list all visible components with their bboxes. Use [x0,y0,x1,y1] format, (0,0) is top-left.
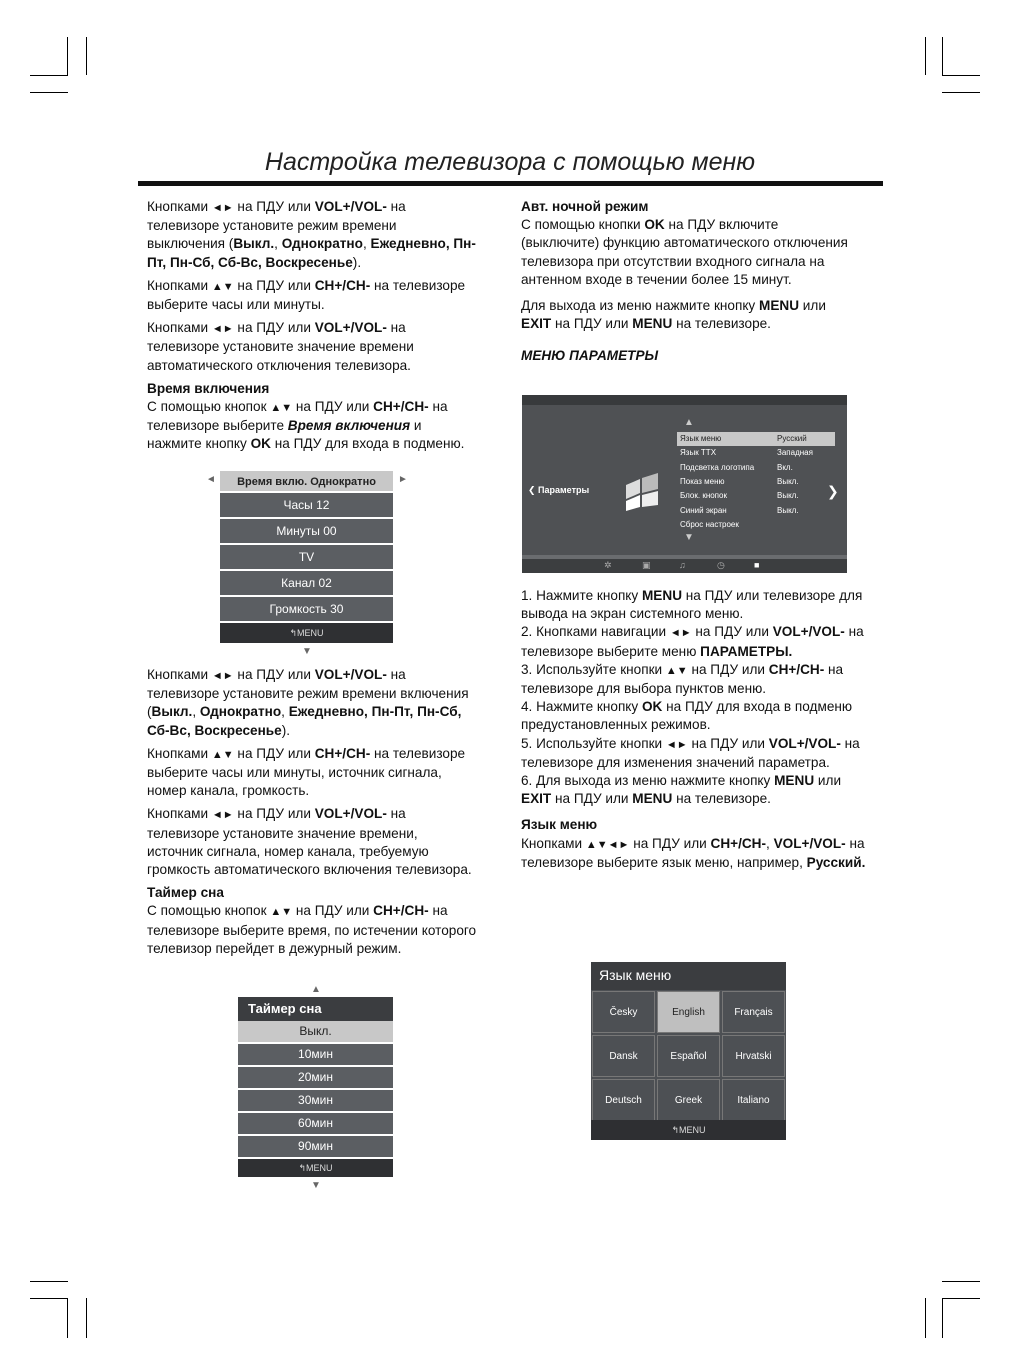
screen-top-band [522,395,847,405]
text-run: на телевизоре выберите язык меню, например, [521,835,865,870]
params-item-label: Подсветка логотипа [680,462,755,472]
text-run: ). [352,254,362,270]
text-run: CH+/CH- [314,745,371,761]
paragraph [147,666,477,740]
text-run: Время включения [287,418,411,434]
text-run: на ПДУ или [687,661,769,677]
text-run: OK [250,436,271,452]
section-heading: МЕНЮ ПАРАМЕТРЫ [521,348,659,364]
language-option[interactable]: Deutsch [592,1079,655,1121]
crop-mark [67,1298,68,1338]
text-run: на ПДУ или телевизоре для вывода на экран системного меню. [521,588,863,622]
paragraph [521,216,856,289]
step-item [521,661,866,698]
params-menu-item[interactable] [677,504,835,518]
text-run: 2. Кнопками навигации [521,624,670,640]
right-column-bottom [521,587,866,877]
down-arrow-icon: ▼ [311,1180,321,1191]
text-run: на телевизоре выберите часы или минуты. [147,277,466,313]
params-item-value: Выкл. [777,491,799,501]
sleep-timer-menu [238,997,393,1177]
text-run: на ПДУ или [292,399,374,415]
text-run: на телевизоре установите режим времени выключения ( [147,199,406,252]
text-run: ▲▼◄► [585,838,630,851]
menu-footer[interactable]: ↰MENU [238,1159,393,1177]
text-run: CH+/CH- [373,399,429,415]
params-item-value: Выкл. [777,476,799,486]
crop-mark [942,1298,943,1338]
right-column-top [521,198,856,366]
text-run: на телевизоре. [672,791,771,807]
text-run: EXIT [521,316,552,332]
text-run: ◄► [211,202,234,214]
text-run: , [281,704,289,720]
menu-header [591,962,786,990]
text-run: С помощью кнопки [521,217,645,233]
text-run: на ПДУ для входа в подменю. [270,436,465,452]
steps-list [521,587,866,808]
crop-mark [30,92,68,93]
text-run: на телевизоре для изменения значений параметра. [521,735,860,770]
text-run: CH+/CH- [314,277,371,293]
menu-item[interactable]: Минуты 00 [220,519,393,545]
text-run: на телевизоре выберите [147,399,448,434]
tv-icon[interactable]: ▣ [642,560,651,570]
up-arrow-icon: ▲ [311,984,321,995]
section-heading: Время включения [147,380,270,396]
text-run: VOL+/VOL- [314,667,387,682]
text-run: на ПДУ включите (выключите) функцию автоматического отключения телевизора при отсутствии входного сигнала на антенном входе в течении более 15 минут. [521,217,848,287]
text-run: VOL+/VOL- [768,735,841,751]
text-run: или [799,298,826,314]
params-item-value: Выкл. [777,505,799,515]
text-run: Однократно [199,704,282,720]
crop-mark [30,1298,68,1299]
down-arrow-icon: ▼ [684,532,694,543]
params-item-label: Показ меню [680,476,725,486]
text-run: на ПДУ или [551,791,633,807]
text-run: MENU [759,298,800,314]
menu-header[interactable]: Время вклю. Однократно [220,471,393,493]
text-run: на телевизоре установите значение времени автоматического отключения телевизора. [147,320,414,373]
menu-item[interactable]: 60мин [238,1113,393,1136]
crop-mark [86,1298,87,1338]
text-run: на ПДУ для входа в подменю предустановленных режимов. [521,699,853,733]
text-run: на телевизоре для выбора пунктов меню. [521,661,844,697]
params-item-value: Вкл. [777,462,793,472]
text-run: MENU [632,791,673,807]
menu-header-label: Язык меню [599,967,672,983]
step-item [521,587,866,623]
text-run: ◄► [211,809,234,822]
language-option[interactable]: Español [657,1035,720,1077]
text-run: на ПДУ или [292,903,374,919]
screen-bottom-band [522,559,847,573]
params-item-value: Русский [777,434,807,443]
text-run: ▲▼ [665,664,688,677]
language-option[interactable]: Italiano [722,1079,785,1121]
picture-icon[interactable]: ✲ [604,560,612,570]
text-run: ◄► [669,627,692,640]
menu-item[interactable]: 10мин [238,1044,393,1067]
text-run: 6. Для выхода из меню нажмите кнопку [521,773,775,789]
crop-mark [942,1281,980,1282]
clock-icon[interactable]: ◷ [717,560,725,570]
step-item [521,698,866,734]
text-run: Кнопками [147,277,212,293]
text-run: на ПДУ или [691,624,773,640]
params-item-value: Западная [777,448,813,458]
text-run: на ПДУ или [233,320,315,336]
page-title: Настройка телевизора с помощью меню [264,148,756,176]
text-run: OK [641,699,663,715]
text-run: ◄► [665,738,688,751]
paragraph [521,835,866,872]
text-run: Кнопками [147,745,212,761]
crop-mark [67,37,68,75]
text-run: на ПДУ или [233,277,315,293]
menu-header: Таймер сна [238,997,393,1021]
params-menu-item[interactable] [677,489,835,503]
menu-item[interactable]: Громкость 30 [220,597,393,623]
music-icon[interactable]: ♫ [679,560,686,570]
text-run: на ПДУ или [233,745,315,761]
menu-rows [220,493,393,623]
text-run: Выкл. [151,704,193,720]
text-run: VOL+/VOL- [772,624,845,640]
params-menu-item[interactable] [677,461,835,475]
menu-item[interactable]: Канал 02 [220,571,393,597]
text-run: MENU [641,588,683,603]
text-run: ▲▼ [270,906,293,919]
text-run: VOL+/VOL- [314,806,387,822]
text-run: MENU [632,316,673,332]
text-run: , [362,236,371,252]
params-menu-item[interactable] [677,518,835,532]
section-heading: Авт. ночной режим [521,199,649,214]
menu-item[interactable]: TV [220,545,393,571]
paragraph [147,805,477,879]
text-run: , [192,704,200,720]
left-column-top [147,198,477,459]
text-run: на телевизоре. [672,316,771,332]
text-run: 3. Используйте кнопки [521,661,666,677]
text-run: или [814,773,842,789]
params-item-label: Язык меню [680,434,722,443]
paragraph [521,297,856,333]
menu-item[interactable]: 20мин [238,1067,393,1090]
params-menu-item[interactable] [677,446,835,460]
chevron-right-icon[interactable]: ❯ [827,483,839,499]
text-run: на ПДУ или [551,316,633,332]
text-run: Ежедневно, Пн-Пт, Пн-Сб, Сб-Вс, Воскресенье [147,236,476,270]
text-run: MENU [774,773,815,789]
params-item-label: Сброс настроек [680,519,739,529]
text-run: на телевизоре выберите меню [521,624,864,659]
params-item-label: Язык ТТХ [680,448,717,458]
paragraph [147,277,477,314]
params-menu-item[interactable] [677,432,835,446]
left-column-bottom [147,666,477,963]
crop-mark [942,37,943,75]
menu-item[interactable]: 30мин [238,1090,393,1113]
text-run: CH+/CH- [768,661,825,677]
text-run: С помощью кнопок [147,903,271,919]
text-run: на ПДУ или [629,835,711,851]
title-rule [138,181,883,186]
left-arrow-icon: ◄ [206,474,216,485]
params-menu-item[interactable] [677,475,835,489]
power-on-menu [220,471,393,643]
text-run: Кнопками [521,835,586,851]
paragraph [147,198,477,272]
section-heading: Таймер сна [147,885,224,901]
text-run: 4. Нажмите кнопку [521,699,642,715]
text-run: ). [281,722,291,738]
crop-mark [86,37,87,75]
text-run: Кнопками [147,320,212,336]
menu-rows [238,1021,393,1159]
paragraph [147,319,477,375]
text-run: на ПДУ или [233,806,315,822]
text-run: ▲▼ [211,280,234,293]
text-run: Кнопками [147,667,212,682]
text-run: VOL+/VOL- [314,199,387,214]
text-run: Однократно [281,236,363,252]
text-run: CH+/CH- [710,835,767,851]
language-option[interactable]: Česky [592,991,655,1033]
text-run: VOL+/VOL- [314,320,387,336]
crop-mark [942,75,980,76]
text-run: на телевизоре установите значение времени, источник сигнала, номер канала, требуемую громкость автоматического включения телевизора. [147,806,472,878]
crop-mark [925,1298,926,1338]
menu-item[interactable]: Выкл. [238,1021,393,1044]
text-run: Выкл. [233,236,275,252]
text-run: 1. Нажмите кнопку [521,588,642,603]
crop-mark [942,1298,980,1299]
paragraph [147,745,477,801]
down-arrow-icon: ▼ [302,646,312,657]
menu-footer[interactable]: ↰MENU [220,623,393,643]
paragraph [147,398,477,454]
text-run: Русский. [806,854,866,870]
text-run: ▲▼ [211,748,234,761]
options-icon[interactable]: ■ [754,560,760,570]
up-arrow-icon: ▲ [684,417,694,428]
text-run: ◄► [211,323,234,336]
text-run: на ПДУ или [687,735,769,751]
step-item [521,772,866,808]
text-run: , [274,236,282,252]
text-run: OK [644,217,665,233]
language-option[interactable]: Français [722,991,785,1033]
text-run: Кнопками [147,199,212,214]
text-run: на ПДУ или [233,667,315,682]
text-run: Кнопками [147,806,212,822]
text-run: ПАРАМЕТРЫ. [700,643,793,659]
section-heading: Язык меню [521,817,598,833]
language-menu [591,962,786,1140]
text-run: Ежедневно, Пн-Пт, Пн-Сб, Сб-Вс, Воскресенье [147,704,462,738]
text-run: Для выхода из меню нажмите кнопку [521,298,759,314]
crop-mark [925,37,926,75]
text-run: на ПДУ или [233,199,315,214]
params-item-label: Синий экран [680,505,727,515]
text-run: EXIT [521,791,552,807]
text-run: на телевизоре выберите время, по истечении которого телевизор перейдет в дежурный режим. [147,903,477,956]
language-option[interactable]: Dansk [592,1035,655,1077]
text-run: , [766,835,774,851]
text-run: VOL+/VOL- [773,835,846,851]
language-option[interactable]: Hrvatski [722,1035,785,1077]
text-run: С помощью кнопок [147,399,271,415]
text-run: CH+/CH- [373,903,429,919]
text-run: 5. Используйте кнопки [521,735,666,751]
text-run: ◄► [211,670,234,682]
parameters-screen [522,395,847,573]
text-run: на телевизоре выберите часы или минуты, источник сигнала, номер канала, громкость. [147,745,466,799]
text-run: и нажмите кнопку [147,418,422,452]
right-arrow-icon: ► [398,474,408,485]
language-option[interactable]: English [657,991,720,1033]
settings-logo-icon [622,473,662,513]
menu-footer[interactable]: ↰MENU [591,1120,786,1140]
menu-item[interactable]: 90мин [238,1136,393,1159]
text-run: ▲▼ [270,402,293,415]
step-item [521,735,866,772]
params-side-label[interactable]: ❮ Параметры [528,485,590,495]
crop-mark [30,75,68,76]
language-option[interactable]: Greek [657,1079,720,1121]
crop-mark [942,92,980,93]
crop-mark [30,1281,68,1282]
text-run: на телевизоре установите режим времени включения ( [147,667,469,720]
paragraph [147,902,477,958]
step-item [521,623,866,660]
params-item-label: Блок. кнопок [680,491,727,501]
menu-item[interactable]: Часы 12 [220,493,393,519]
